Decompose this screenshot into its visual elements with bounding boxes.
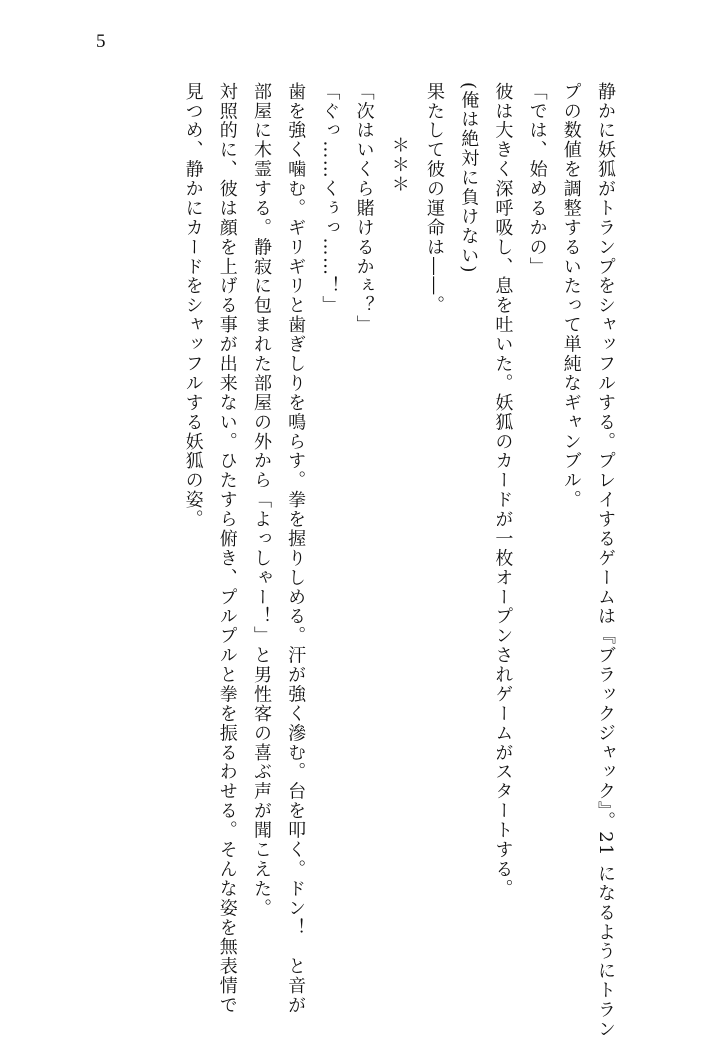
dialogue-line: 「ぐっ……くぅっ……！」 [319, 82, 341, 316]
thought-line: (俺は絶対に負けない) [458, 82, 480, 274]
blank-line [381, 82, 382, 962]
text-line: 対照的に、彼は顔を上げる事が出来ない。ひたすら俯き、プルプルと拳を振るわせる。そんな姿を無表情で [216, 82, 238, 1016]
dialogue-line: 「では、始めるかの」 [526, 82, 548, 277]
text-line: 部屋に木霊する。静寂に包まれた部屋の外から「よっしゃー！」と男性客の喜ぶ声が聞こえた。 [250, 82, 272, 918]
text-line: プの数値を調整するいたって単純なギャンブル。 [560, 82, 582, 510]
dialogue-line: 「次はいくら賭けるかぇ？」 [353, 82, 375, 335]
scene-break: ＊＊＊ [388, 136, 410, 195]
text-line: 歯を強く噛む。ギリギリと歯ぎしりを鳴らす。拳を握りしめる。汗が強く滲む。台を叩く。ドン！ と音が [285, 82, 307, 1016]
text-line: 彼は大きく深呼吸し、息を吐いた。妖狐のカードが一枚オープンされゲームがスタートする。 [492, 82, 514, 899]
text-line: 見つめ、静かにカードをシャッフルする妖狐の姿。 [182, 82, 204, 530]
text-line: 果たして彼の運命は――。 [423, 82, 445, 316]
text-line: 静かに妖狐がトランプをシャッフルする。プレイするゲームは『ブラックジャック』。21 になるようにトラン [595, 82, 616, 1039]
vertical-text-body [175, 82, 622, 1039]
page-number: 5 [96, 31, 106, 52]
